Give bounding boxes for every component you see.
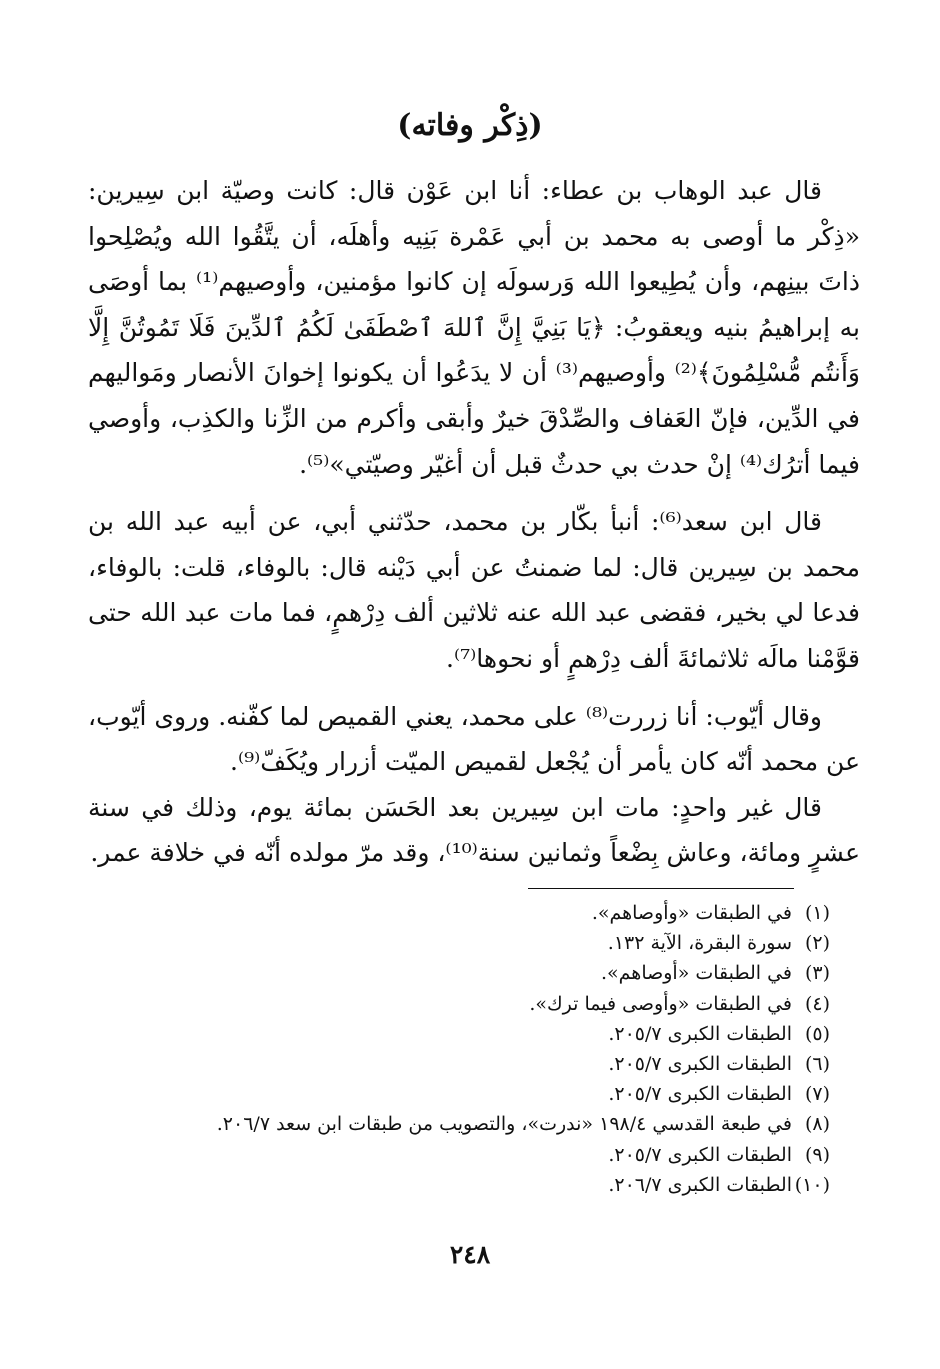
footnote-number: (٩) (804, 1143, 830, 1166)
paragraph: وقال أيّوب: أنا زررت⁽⁸⁾ على محمد، يعني القميص لما كفّنه. وروى أيّوب، عن محمد أنّه كان يأمر أن يُجْعل لقميص الميّت أزرار ويُكَفّ⁽⁹⁾. (88, 701, 860, 777)
footnote-number: (٢) (804, 932, 830, 955)
footnote-text: في طبعة القدسي ١٩٨/٤ «ندرت»، والتصويب من طبقات ابن سعد ٢٠٦/٧. (216, 1113, 792, 1136)
footnote-number: (٣) (804, 962, 830, 985)
footnote-item (80, 1109, 830, 1139)
footnote-item (80, 958, 830, 988)
footnote-text: الطبقات الكبرى ٢٠٥/٧. (608, 1022, 792, 1045)
footnote-item (80, 989, 830, 1019)
footnote-item (80, 1019, 830, 1049)
paragraph: قال عبد الوهاب بن عطاء: أنا ابن عَوْن قال: كانت وصيّة ابن سِيرين: «ذِكْر ما أوصى به محمد بن أبي عَمْرة بَنِيه وأهلَه، أن يتَّقُوا الله ويُصْلِحوا ذاتَ بينِهم، وأن يُطِيعوا الله وَرسولَه إن كانوا مؤمنين، وأوصيهم⁽¹⁾ بما أوصَى به إبراهيمُ بنيه ويعقوبُ: ﴿يَا بَنِيَّ إِنَّ ٱللهَ ٱصْطَفَىٰ لَكُمُ ٱلدِّينَ فَلَا تَمُوتُنَّ إِلَّا وَأَنتُم مُّسْلِمُونَ﴾⁽²⁾ وأوصيهم⁽³⁾ أن لا يدَعُوا أن يكونوا إخوانَ الأنصار ومَواليهم في الدِّين، فإنّ العَفاف والصِّدْقَ خيرٌ وأبقى وأكرم من الزِّنا والكذِب، وأوصي فيما أترُك⁽⁴⁾ إنْ حدث بي حدثٌ قبل أن أغيّر وصيّتي»⁽⁵⁾. (88, 176, 860, 479)
footnote-text: في الطبقات «وأوصى فيما ترك». (529, 992, 792, 1015)
footnote-item (80, 1170, 830, 1200)
footnote-item (80, 928, 830, 958)
footnote-item (80, 898, 830, 928)
footnote-number: (٥) (804, 1022, 830, 1045)
footnote-text: الطبقات الكبرى ٢٠٥/٧. (608, 1143, 792, 1166)
footnote-text: الطبقات الكبرى ٢٠٥/٧. (608, 1053, 792, 1076)
footnote-number: (٦) (804, 1053, 830, 1076)
main-text (88, 168, 860, 876)
footnote-text: في الطبقات «وأوصاهم». (591, 902, 792, 924)
footnote-item (80, 1079, 830, 1109)
footnote-separator (528, 888, 794, 889)
footnote-text: الطبقات الكبرى ٢٠٥/٧. (608, 1083, 792, 1106)
paragraph: قال ابن سعد⁽⁶⁾: أنبأ بكّار بن محمد، حدّثني أبي، عن أبيه عبد الله بن محمد بن سِيرين قال: لما ضمنتُ عن أبي دَيْنه قال: بالوفاء، قلت: بالوفاء، فدعا لي بخير، فقضى عبد الله عنه ثلاثين ألف دِرْهمٍ، فما مات عبد الله حتى قوَّمْنا مالَه ثلاثمائةَ ألف دِرْهمٍ أو نحوها⁽⁷⁾. (88, 507, 860, 673)
footnotes-list (80, 898, 830, 1200)
footnote-number: (٧) (804, 1083, 830, 1106)
footnote-text: الطبقات الكبرى ٢٠٦/٧. (608, 1173, 792, 1196)
section-heading: (ذِكْر وفاته) (397, 108, 543, 143)
footnote-item (80, 1140, 830, 1170)
footnote-item (80, 1049, 830, 1079)
footnote-number: (١٠) (794, 1173, 830, 1196)
paragraph: قال غير واحدٍ: مات ابن سِيرين بعد الحَسَن بمائة يوم، وذلك في سنة عشرٍ ومائة، وعاش بِضْعاً وثمانين سنة⁽¹⁰⁾، وقد مرّ مولده أنّه في خلافة عمر. (88, 792, 860, 868)
page-number: ٢٤٨ (449, 1240, 491, 1269)
footnote-number: (٨) (804, 1113, 830, 1136)
footnote-number: (١) (804, 902, 830, 924)
footnote-number: (٤) (804, 992, 830, 1015)
footnote-text: في الطبقات «أوصاهم». (600, 962, 792, 985)
footnote-text: سورة البقرة، الآية ١٣٢. (607, 932, 792, 955)
